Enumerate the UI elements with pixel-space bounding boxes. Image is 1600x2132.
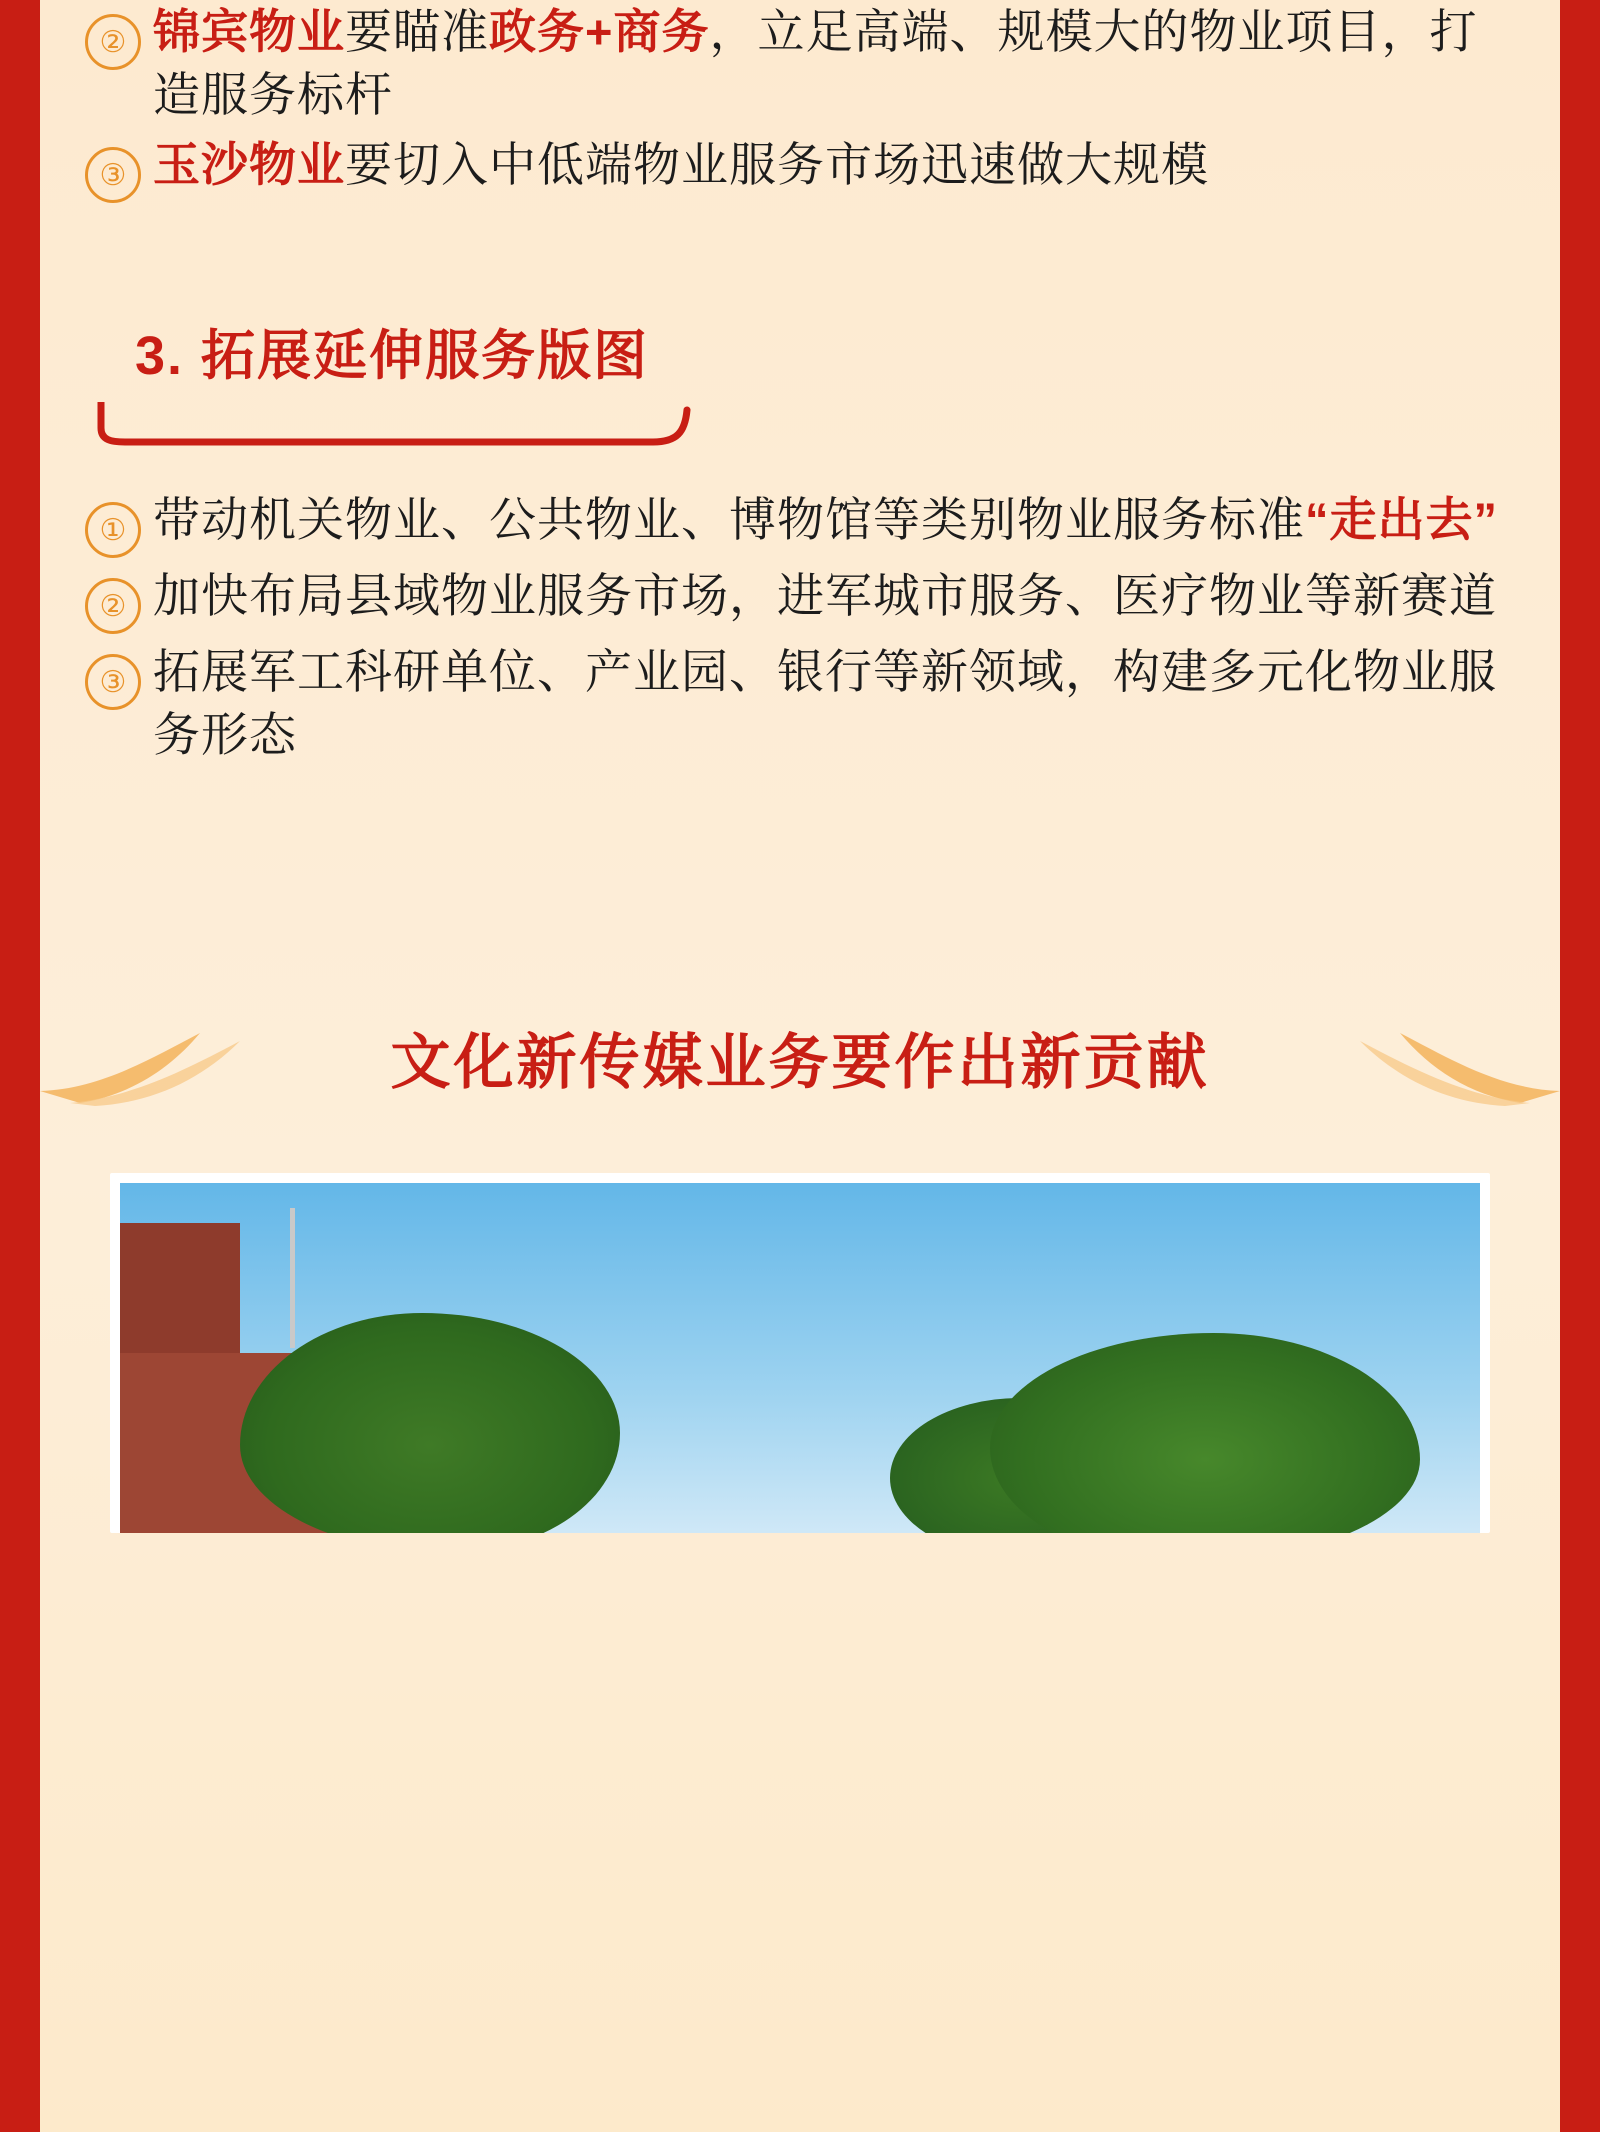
list-item bbox=[85, 640, 1515, 767]
list-number: ② bbox=[85, 578, 141, 634]
left-red-border bbox=[0, 0, 40, 2132]
plain-text: 要瞄准 bbox=[345, 5, 489, 58]
section-title: 3. 拓展延伸服务版图 bbox=[135, 325, 650, 386]
heading-underline-swoosh-icon bbox=[93, 402, 693, 446]
list-text: 加快布局县域物业服务市场，进军城市服务、医疗物业等新赛道 bbox=[153, 568, 1497, 622]
list-text bbox=[153, 133, 1515, 196]
list-text bbox=[153, 0, 1515, 127]
ribbon-left-icon bbox=[40, 1011, 340, 1106]
photo-tree bbox=[240, 1313, 620, 1533]
highlight-text: 政务+商务 bbox=[489, 5, 710, 58]
list-item bbox=[85, 0, 1515, 127]
highlight-text: 玉沙物业 bbox=[153, 137, 345, 191]
ribbon-right-icon bbox=[1260, 1011, 1560, 1106]
section-list bbox=[85, 488, 1515, 767]
list-text bbox=[153, 488, 1515, 551]
photo-pole bbox=[290, 1208, 295, 1348]
list-number: ② bbox=[85, 14, 141, 70]
top-list bbox=[85, 0, 1515, 203]
highlight-text: 锦宾物业 bbox=[153, 5, 345, 58]
list-text: 拓展军工科研单位、产业园、银行等新领域，构建多元化物业服务形态 bbox=[153, 644, 1497, 762]
list-item bbox=[85, 133, 1515, 203]
highlight-text: “走出去” bbox=[1305, 492, 1498, 546]
list-number: ③ bbox=[85, 654, 141, 710]
list-item bbox=[85, 488, 1515, 558]
spacer bbox=[85, 773, 1515, 923]
plain-text: ，立足高端、规模大的物业项目，打造服务标杆 bbox=[153, 5, 1478, 122]
section-heading-inner bbox=[105, 313, 679, 408]
banner-title: 文化新传媒业务要作出新贡献 bbox=[390, 1028, 1210, 1096]
banner-heading bbox=[85, 983, 1515, 1133]
photo-frame bbox=[110, 1173, 1490, 1533]
list-number: ③ bbox=[85, 147, 141, 203]
section-heading bbox=[85, 313, 1515, 446]
photo-tree bbox=[990, 1333, 1420, 1533]
content-panel bbox=[40, 0, 1560, 2132]
list-item bbox=[85, 564, 1515, 634]
plain-text: 带动机关物业、公共物业、博物馆等类别物业服务标准 bbox=[153, 492, 1305, 546]
plain-text: 要切入中低端物业服务市场迅速做大规模 bbox=[345, 137, 1209, 191]
list-number: ① bbox=[85, 502, 141, 558]
right-red-border bbox=[1560, 0, 1600, 2132]
campus-building-photo bbox=[120, 1183, 1480, 1533]
